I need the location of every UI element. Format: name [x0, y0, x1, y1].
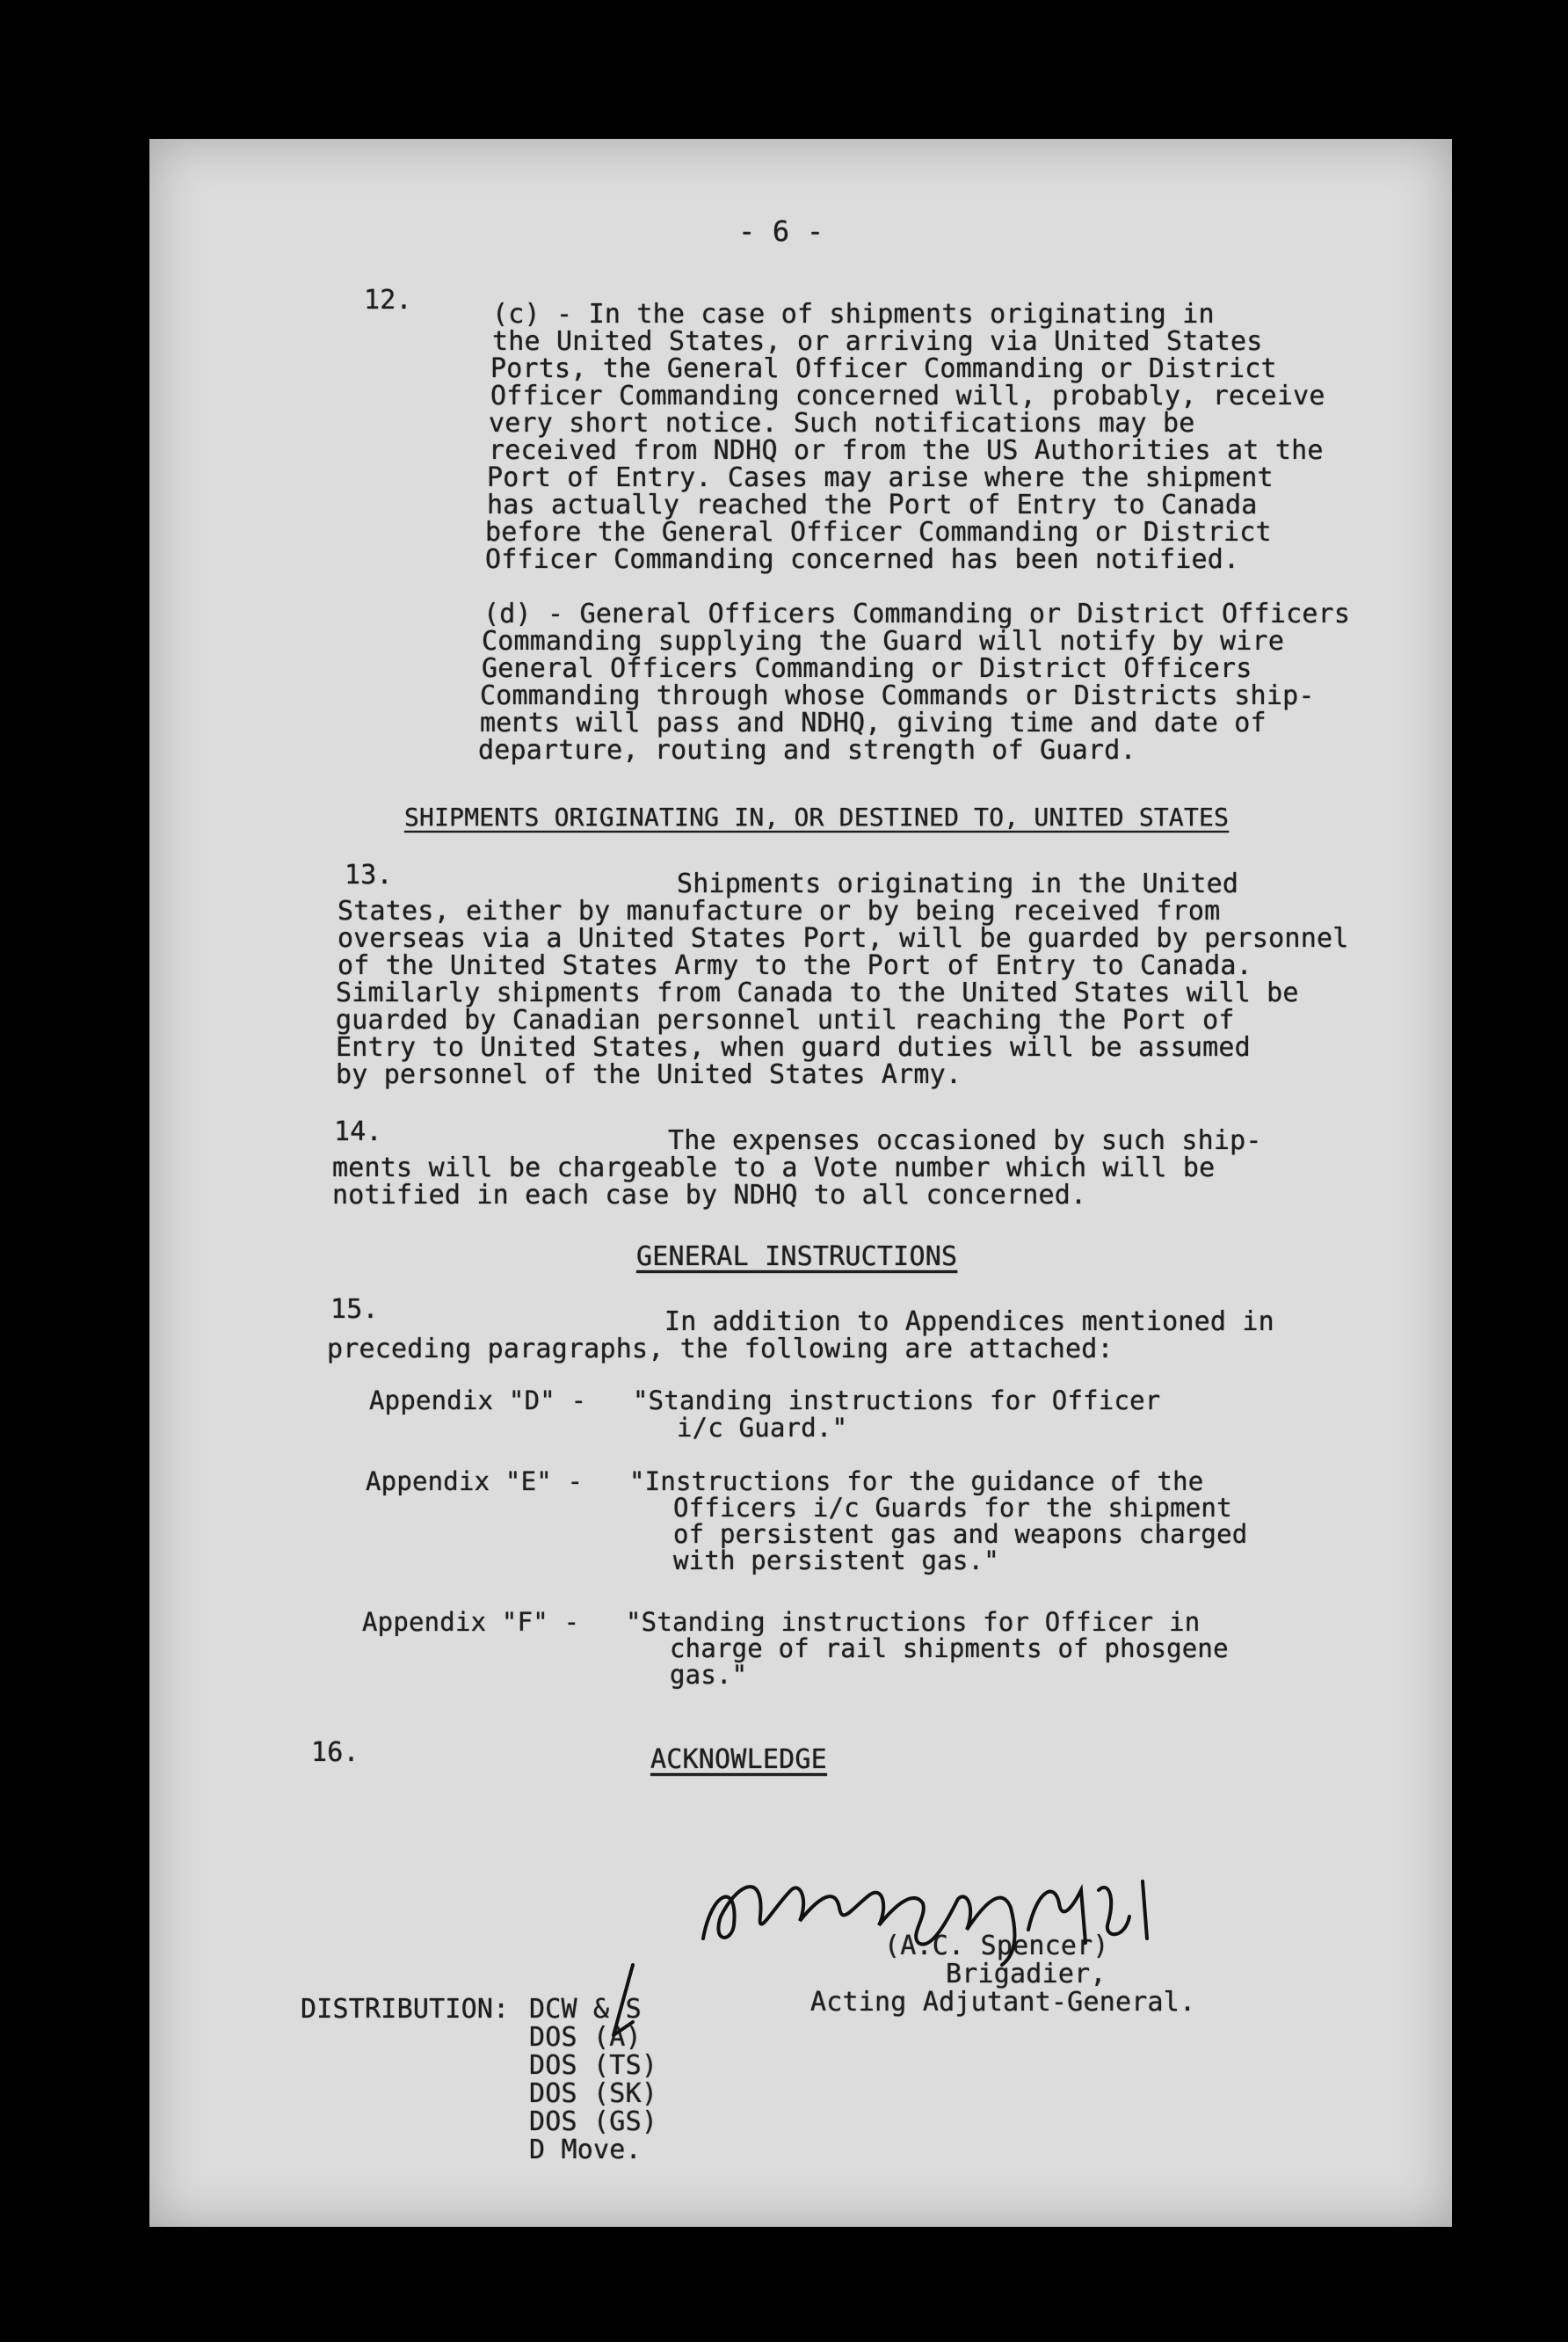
para-14-line: notified in each case by NDHQ to all concerned. [332, 1180, 1087, 1211]
para-12c-line: Port of Entry. Cases may arise where the shipment [487, 462, 1274, 493]
para-13-line: overseas via a United States Port, will be guarded by personnel [338, 923, 1349, 954]
para-15-line: preceding paragraphs, the following are attached: [327, 1334, 1114, 1364]
para-12c-line: the United States, or arriving via United States [492, 326, 1263, 357]
para-12c-line: received from NDHQ or from the US Authorities at the [489, 435, 1324, 466]
para-12c-line: Ports, the General Officer Commanding or District [490, 353, 1277, 384]
distribution-entry: DCW & S [529, 1994, 642, 2025]
signature-rank: Brigadier, [946, 1959, 1107, 1989]
appendix-e-line: "Instructions for the guidance of the [629, 1466, 1204, 1496]
para-13-line: Similarly shipments from Canada to the United States will be [336, 978, 1299, 1008]
appendix-e-line: with persistent gas." [673, 1546, 999, 1575]
para-14-line: The expenses occasioned by such ship- [668, 1125, 1262, 1156]
para-13-line: Entry to United States, when guard duties will be assumed [336, 1032, 1251, 1063]
para-12d-line: departure, routing and strength of Guard. [478, 735, 1136, 766]
para-12c-line: Officer Commanding concerned has been notified. [485, 544, 1240, 575]
section-heading-general-instructions: GENERAL INSTRUCTIONS [636, 1241, 958, 1272]
para-15-number: 15. [330, 1294, 379, 1325]
para-12-number: 12. [364, 285, 412, 316]
para-12c-line: before the General Officer Commanding or District [485, 517, 1272, 548]
distribution-entry: DOS (SK) [529, 2078, 658, 2109]
appendix-e-line: of persistent gas and weapons charged [673, 1519, 1248, 1549]
para-13-number: 13. [345, 860, 393, 891]
para-13-line: of the United States Army to the Port of Entry to Canada. [338, 950, 1252, 981]
para-12d-line: Commanding supplying the Guard will notify by wire [482, 626, 1285, 657]
handwritten-tick-mark [606, 1960, 642, 2040]
para-14-number: 14. [334, 1116, 382, 1147]
signature-title: Acting Adjutant-General. [810, 1987, 1196, 2018]
para-12c-line: very short notice. Such notifications may be [489, 408, 1195, 439]
para-13-line: by personnel of the United States Army. [336, 1059, 962, 1090]
acknowledge-heading: ACKNOWLEDGE [650, 1744, 827, 1775]
para-13-line: Shipments originating in the United [677, 869, 1239, 899]
appendix-d-line: i/c Guard." [677, 1413, 848, 1443]
para-12d-line: Commanding through whose Commands or Districts ship- [480, 680, 1315, 711]
para-12d-line: (d) - General Officers Commanding or District Officers [483, 599, 1351, 629]
appendix-e-line: Officers i/c Guards for the shipment [673, 1493, 1232, 1523]
para-12d-line: General Officers Commanding or District Officers [482, 653, 1252, 684]
appendix-e-label: Appendix "E" - [366, 1466, 584, 1496]
handwritten-signature [686, 1855, 1178, 1969]
appendix-f-line: gas." [670, 1660, 748, 1690]
appendix-f-line: "Standing instructions for Officer in [626, 1607, 1201, 1637]
appendix-d-label: Appendix "D" - [369, 1386, 587, 1415]
distribution-entry: DOS (A) [529, 2022, 642, 2053]
para-12c-line: has actually reached the Port of Entry to Canada [487, 490, 1258, 520]
distribution-entry: DOS (GS) [529, 2106, 658, 2137]
appendix-d-line: "Standing instructions for Officer [633, 1386, 1161, 1415]
distribution-label: DISTRIBUTION: [301, 1994, 510, 2025]
para-13-line: guarded by Canadian personnel until reaching the Port of [336, 1005, 1235, 1036]
appendix-f-label: Appendix "F" - [362, 1607, 580, 1637]
distribution-entry: D Move. [529, 2135, 642, 2165]
para-15-line: In addition to Appendices mentioned in [664, 1306, 1274, 1337]
para-12d-line: ments will pass and NDHQ, giving time and date of [480, 708, 1267, 738]
para-13-line: States, either by manufacture or by being received from [338, 896, 1221, 927]
signature-name: (A.C. Spencer) [884, 1931, 1109, 1961]
para-16-number: 16. [311, 1737, 359, 1768]
para-12c-line: Officer Commanding concerned will, probably, receive [490, 381, 1325, 411]
para-14-line: ments will be chargeable to a Vote number which will be [332, 1153, 1216, 1183]
para-12c-line: (c) - In the case of shipments originating in [492, 299, 1215, 330]
section-heading-us-shipments: SHIPMENTS ORIGINATING IN, OR DESTINED TO, UNITED STATES [404, 803, 1230, 832]
page-number: - 6 - [738, 215, 824, 248]
appendix-f-line: charge of rail shipments of phosgene [670, 1633, 1229, 1663]
distribution-entry: DOS (TS) [529, 2050, 658, 2081]
